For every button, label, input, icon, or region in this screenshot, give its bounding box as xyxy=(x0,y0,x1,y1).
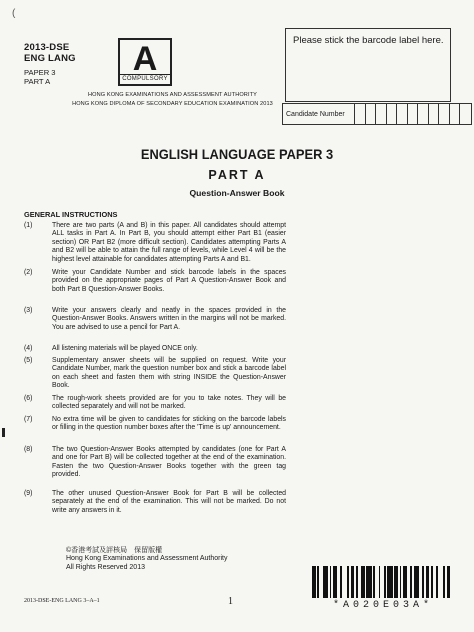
candidate-digit-box[interactable] xyxy=(429,104,440,124)
candidate-digit-box[interactable] xyxy=(366,104,377,124)
instruction-number: (6) xyxy=(24,395,33,402)
paper-line1: PAPER 3 xyxy=(24,68,56,77)
instruction-item xyxy=(24,307,286,332)
badge-letter: A xyxy=(132,40,158,78)
instruction-item xyxy=(24,395,286,412)
instruction-number: (3) xyxy=(24,307,33,314)
part-title: PART A xyxy=(208,168,266,182)
instruction-item xyxy=(24,446,286,480)
candidate-number-label: Candidate Number xyxy=(283,104,355,124)
instruction-item xyxy=(24,490,286,515)
authority-line1: HONG KONG EXAMINATIONS AND ASSESSMENT AUTHORITY xyxy=(88,92,257,98)
instruction-text: All listening materials will be played ONCE only. xyxy=(52,345,198,352)
instruction-item xyxy=(24,357,286,391)
instruction-number: (1) xyxy=(24,222,33,229)
instruction-number: (8) xyxy=(24,446,33,453)
corner-mark: ( xyxy=(12,8,16,19)
instruction-number: (5) xyxy=(24,357,33,364)
barcode-image xyxy=(312,566,454,598)
candidate-digit-box[interactable] xyxy=(387,104,398,124)
exam-code-line1: 2013-DSE xyxy=(24,42,70,53)
instruction-text: No extra time will be given to candidates for sticking on the barcode labels or filling in the question number boxes after the 'Time is up' announcement. xyxy=(52,416,286,432)
compulsory-badge xyxy=(118,38,172,86)
authority-line2: HONG KONG DIPLOMA OF SECONDARY EDUCATION EXAMINATION 2013 xyxy=(72,101,273,107)
barcode-text: *A020E03A* xyxy=(332,600,433,611)
candidate-digit-box[interactable] xyxy=(397,104,408,124)
barcode-label-box[interactable] xyxy=(285,28,451,102)
instruction-text: The rough-work sheets provided are for you to take notes. They will be collected separately and will not be marked. xyxy=(52,395,286,411)
candidate-digit-box[interactable] xyxy=(439,104,450,124)
candidate-number-field[interactable] xyxy=(282,103,472,125)
instruction-text: Write your Candidate Number and stick barcode labels in the spaces provided on the appropriate pages of Part A Question-Answer Book and both Part B Question-Answer Books. xyxy=(52,269,286,293)
exam-code-line2: ENG LANG xyxy=(24,53,76,64)
barcode-bar xyxy=(450,566,454,598)
candidate-digit-box[interactable] xyxy=(450,104,461,124)
instructions-heading: GENERAL INSTRUCTIONS xyxy=(24,210,118,219)
copyright-block xyxy=(66,547,227,572)
instruction-item xyxy=(24,222,286,264)
exam-code xyxy=(24,42,76,64)
candidate-digit-box[interactable] xyxy=(408,104,419,124)
candidate-digit-box[interactable] xyxy=(355,104,366,124)
candidate-digit-box[interactable] xyxy=(376,104,387,124)
paper-title: ENGLISH LANGUAGE PAPER 3 xyxy=(140,146,334,162)
page-number: 1 xyxy=(228,596,233,607)
instruction-number: (4) xyxy=(24,345,33,352)
document-code: 2013-DSE-ENG LANG 3–A–1 xyxy=(24,598,100,604)
instruction-text: There are two parts (A and B) in this paper. All candidates should attempt ALL tasks in Part A. In Part B, you should attempt either Part B1 (easier section) OR Part B2 (more difficult section). Candidates attempting Parts A and B2 will be able to attain the full range of levels, while Level 4 will be the highest level attainable for candidates attempting Parts A and B1. xyxy=(52,222,286,263)
badge-label: COMPULSORY xyxy=(120,74,170,84)
instruction-number: (9) xyxy=(24,490,33,497)
margin-mark xyxy=(2,428,5,437)
instruction-text: The two Question-Answer Books attempted by candidates (one for Part A and one for Part B) will be collected together at the end of the examination. Fasten the two Question-Answer Books together with the green tag provided. xyxy=(52,446,286,479)
instruction-item xyxy=(24,416,286,433)
instruction-item xyxy=(24,345,286,353)
paper-line2: PART A xyxy=(24,77,51,86)
instruction-number: (2) xyxy=(24,269,33,276)
instruction-text: Supplementary answer sheets will be supplied on request. Write your Candidate Number, mark the question number box and stick a barcode label on each sheet and fasten them with string INSIDE the Question-Answer Book. xyxy=(52,357,286,390)
instruction-text: Write your answers clearly and neatly in the spaces provided in the Question-Answer Books. Answers written in the margins will not be marked. You are advised to use a pencil for Part A. xyxy=(52,307,286,331)
book-title: Question-Answer Book xyxy=(189,188,285,198)
candidate-digit-box[interactable] xyxy=(418,104,429,124)
copyright-english: Hong Kong Examinations and Assessment Authority xyxy=(66,555,228,563)
instruction-item xyxy=(24,269,286,294)
barcode-instruction: Please stick the barcode label here. xyxy=(293,35,444,46)
authority-heading xyxy=(70,91,275,109)
paper-code xyxy=(24,68,56,86)
instruction-text: The other unused Question-Answer Book for Part B will be collected separately at the end of the examination. This will not be marked. Do not write any answers in it. xyxy=(52,490,286,514)
candidate-digit-box[interactable] xyxy=(460,104,471,124)
copyright-chinese: ©香港考試及評核局 保留版權 xyxy=(66,547,163,554)
rights-reserved: All Rights Reserved 2013 xyxy=(66,563,145,571)
instruction-number: (7) xyxy=(24,416,33,423)
